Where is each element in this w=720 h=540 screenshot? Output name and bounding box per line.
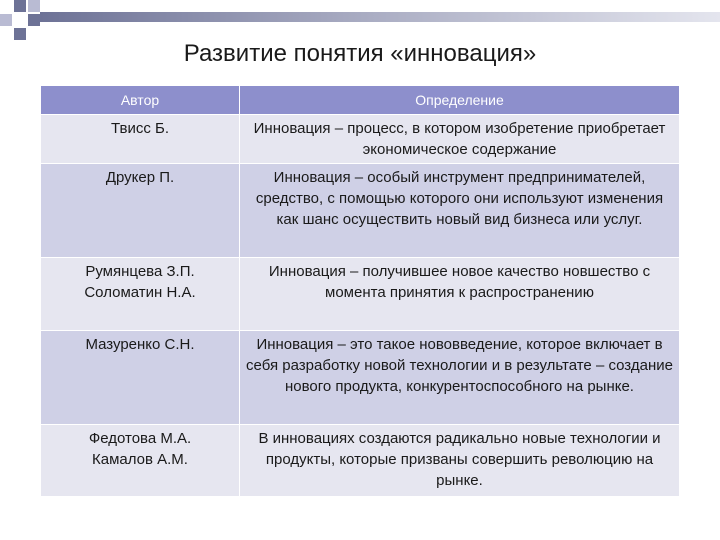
table-row (41, 258, 680, 331)
author-cell: Федотова М.А. Камалов А.М. (41, 425, 240, 497)
definitions-table (40, 85, 680, 497)
definition-cell: Инновация – это такое нововведение, которое включает в себя разработку новой технологии и в результате – создание нового продукта, конкурентоспособного на рынке. (240, 331, 680, 425)
author-cell: Мазуренко С.Н. (41, 331, 240, 425)
table-row (41, 331, 680, 425)
slide-title: Развитие понятия «инновация» (183, 40, 537, 67)
table-header-row (41, 86, 680, 115)
definition-cell: В инновациях создаются радикально новые технологии и продукты, которые призваны совершить революцию на рынке. (240, 425, 680, 497)
author-cell: Твисс Б. (41, 115, 240, 164)
definition-cell: Инновация – процесс, в котором изобретение приобретает экономическое содержание (240, 115, 680, 164)
decor-square (28, 14, 40, 26)
header-definition: Определение (240, 86, 680, 115)
definition-cell: Инновация – получившее новое качество новшество с момента принятия к распространению (240, 258, 680, 331)
decor-square (0, 14, 12, 26)
decor-square (28, 0, 40, 12)
header-author: Автор (41, 86, 240, 115)
author-cell: Румянцева З.П. Соломатин Н.А. (41, 258, 240, 331)
table-row (41, 425, 680, 497)
decor-square (14, 28, 26, 40)
table-row (41, 164, 680, 258)
table-row (41, 115, 680, 164)
author-cell: Друкер П. (41, 164, 240, 258)
decor-gradient-bar (40, 12, 720, 22)
definition-cell: Инновация – особый инструмент предпринимателей, средство, с помощью которого они используют изменения как шанс осуществить новый вид бизнеса или услуг. (240, 164, 680, 258)
decor-square (14, 0, 26, 12)
